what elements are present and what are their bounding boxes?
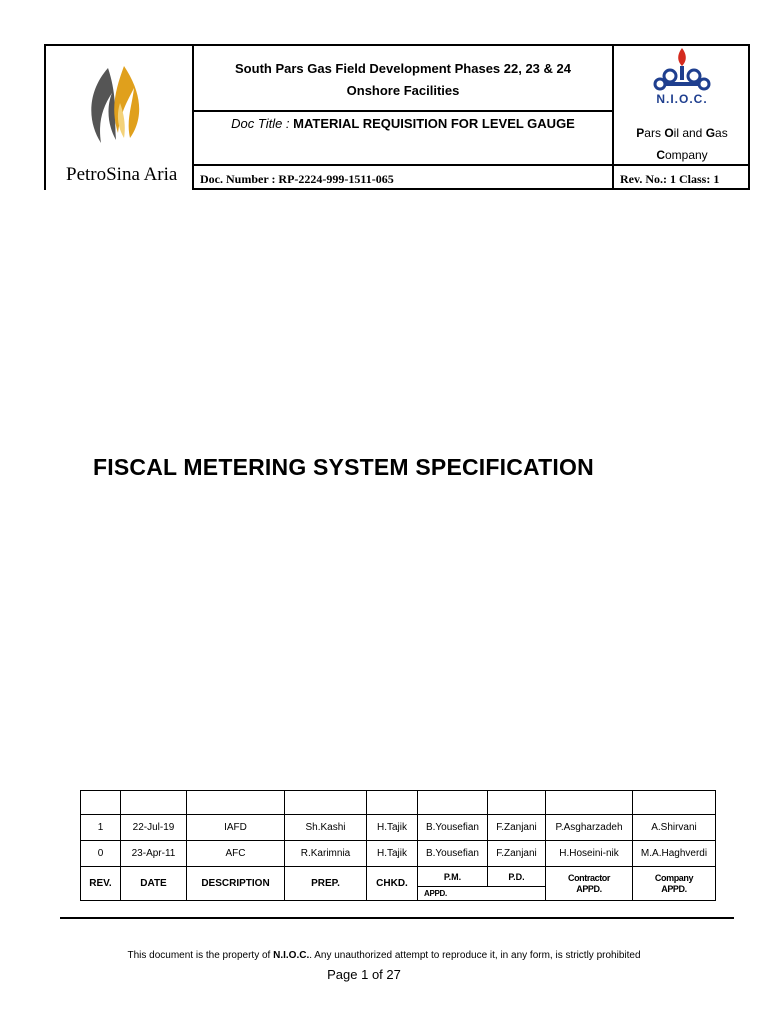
page-title: FISCAL METERING SYSTEM SPECIFICATION (93, 454, 594, 480)
company-name-g: G (705, 126, 716, 140)
header-contractor-line1: Contractor (567, 872, 610, 883)
header-appd: APPD. (418, 887, 546, 901)
pm-cell: B.Yousefian (418, 815, 488, 841)
pd-cell: F.Zanjani (488, 815, 546, 841)
table-row (81, 791, 716, 815)
table-header-row (81, 867, 716, 887)
header-company-appd (633, 867, 716, 901)
revision-table (80, 790, 716, 901)
footer-note (0, 950, 768, 961)
header-pd: P.D. (488, 867, 546, 887)
header-date: DATE (121, 867, 187, 901)
document-header (44, 44, 750, 190)
project-title (194, 58, 612, 102)
petrosina-logo-text: PetroSina Aria (66, 164, 178, 185)
header-description: DESCRIPTION (187, 867, 285, 901)
prep-cell: Sh.Kashi (285, 815, 367, 841)
pd-cell: F.Zanjani (488, 841, 546, 867)
company-name-4: ompany (664, 148, 708, 162)
company-name-p: P (636, 126, 645, 140)
chkd-cell: H.Tajik (367, 841, 418, 867)
header-row-divider (192, 110, 612, 112)
pm-cell: B.Yousefian (418, 841, 488, 867)
company-cell: A.Shirvani (633, 815, 716, 841)
table-row (81, 841, 716, 867)
nioc-logo-text: N.I.O.C. (656, 92, 708, 106)
contractor-cell: P.Asgharzadeh (546, 815, 633, 841)
rev-class: Rev. No.: 1 Class: 1 (620, 172, 720, 186)
header-contractor-appd (546, 867, 633, 901)
header-chkd: CHKD. (367, 867, 418, 901)
chkd-cell: H.Tajik (367, 815, 418, 841)
page-number: Page 1 of 27 (327, 967, 401, 982)
contractor-cell: H.Hoseini-nik (546, 841, 633, 867)
company-name-o: O (664, 126, 674, 140)
header-contractor-line2: APPD. (576, 883, 602, 894)
doc-title-label: Doc Title : (231, 116, 290, 131)
header-company-line2: APPD. (661, 883, 687, 894)
footer-note-pre: This document is the property of (127, 950, 274, 961)
company-name-1: ars (644, 126, 665, 140)
footer-note-owner: N.I.O.C. (273, 950, 310, 961)
footer-note-post: . Any unauthorized attempt to reproduce it, in any form, is strictly prohibited (309, 950, 641, 961)
company-name-2: il and (673, 126, 706, 140)
company-cell: M.A.Haghverdi (633, 841, 716, 867)
description-cell: IAFD (187, 815, 285, 841)
doc-title-row (194, 116, 612, 131)
company-name-c: C (656, 148, 665, 162)
description-cell: AFC (187, 841, 285, 867)
header-prep: PREP. (285, 867, 367, 901)
flame-logo-icon (46, 48, 192, 158)
table-row (81, 815, 716, 841)
header-bottom-border (192, 188, 750, 190)
company-name-3: as (715, 126, 728, 140)
date-cell: 22-Jul-19 (121, 815, 187, 841)
rev-cell: 1 (81, 815, 121, 841)
header-company-line1: Company (654, 872, 694, 883)
doc-number: Doc. Number : RP-2224-999-1511-065 (200, 172, 394, 186)
header-pm: P.M. (418, 867, 488, 887)
project-line-2: Onshore Facilities (346, 83, 460, 98)
doc-title: MATERIAL REQUISITION FOR LEVEL GAUGE (293, 116, 575, 131)
footer-divider (60, 917, 734, 919)
prep-cell: R.Karimnia (285, 841, 367, 867)
rev-cell: 0 (81, 841, 121, 867)
company-name (614, 122, 750, 166)
date-cell: 23-Apr-11 (121, 841, 187, 867)
petrosina-logo (46, 48, 192, 188)
header-rev: REV. (81, 867, 121, 901)
project-line-1: South Pars Gas Field Development Phases 22, 23 & 24 (235, 61, 571, 76)
